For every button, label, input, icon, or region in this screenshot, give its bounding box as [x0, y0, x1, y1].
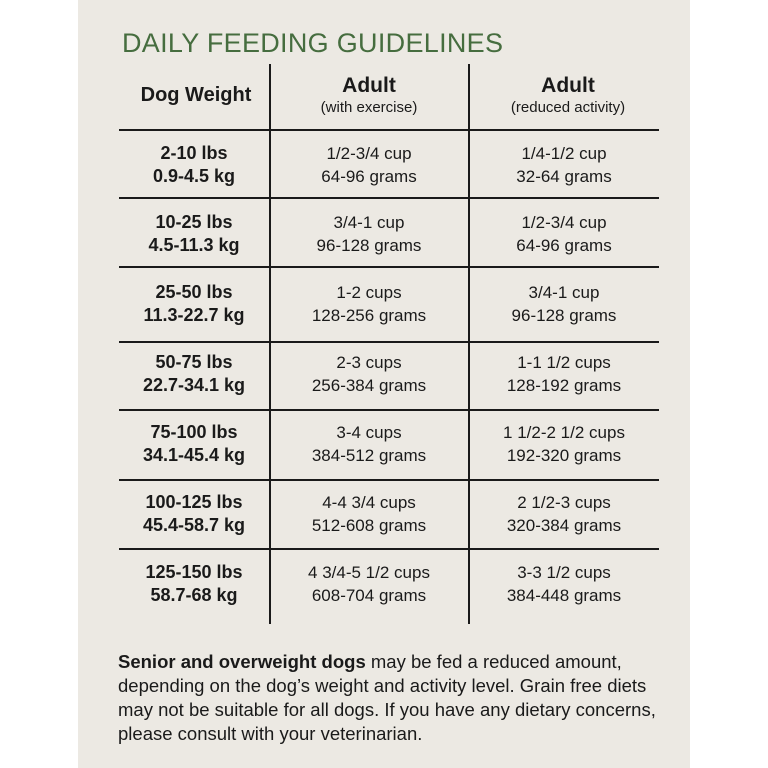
reduced-cell: 2 1/2-3 cups 320-384 grams: [506, 493, 622, 535]
note-text: may be fed a reduced amount, depending on the dog’s weight and activity level. Grain free diets may not be suitable for all dogs. If you have any dietary concerns, please consult with your veterinarian.: [118, 651, 656, 744]
header-label: Adult: [541, 74, 595, 97]
reduced-cell: 1 1/2-2 1/2 cups 192-320 grams: [503, 423, 625, 465]
table-row: [119, 269, 659, 339]
header-adult-reduced: [469, 74, 667, 117]
weight-cell: 125-150 lbs 58.7-68 kg: [145, 562, 243, 605]
table-row: [119, 199, 659, 269]
table-row: [119, 130, 659, 200]
weight-cell: 50-75 lbs 22.7-34.1 kg: [142, 352, 246, 395]
weight-cell: 25-50 lbs 11.3-22.7 kg: [143, 282, 245, 325]
weight-cell: 2-10 lbs 0.9-4.5 kg: [152, 143, 236, 186]
exercise-cell: 3-4 cups 384-512 grams: [311, 423, 427, 465]
exercise-cell: 2-3 cups 256-384 grams: [311, 353, 427, 395]
exercise-cell: 1/2-3/4 cup 64-96 grams: [321, 144, 417, 186]
exercise-cell: 3/4-1 cup 96-128 grams: [316, 213, 422, 255]
reduced-cell: 1-1 1/2 cups 128-192 grams: [506, 353, 622, 395]
table-row: [119, 339, 659, 409]
exercise-cell: 4-4 3/4 cups 512-608 grams: [311, 493, 427, 535]
table-row: [119, 549, 659, 619]
header-dog-weight: Dog Weight: [140, 84, 252, 106]
weight-cell: 75-100 lbs 34.1-45.4 kg: [142, 422, 246, 465]
reduced-cell: 3-3 1/2 cups 384-448 grams: [506, 563, 622, 605]
exercise-cell: 4 3/4-5 1/2 cups 608-704 grams: [308, 563, 430, 605]
header-label: Adult: [342, 74, 396, 97]
exercise-cell: 1-2 cups 128-256 grams: [311, 283, 427, 325]
table-row: [119, 479, 659, 549]
note-emphasis: Senior and overweight dogs: [118, 651, 366, 672]
table-row: [119, 409, 659, 479]
reduced-cell: 3/4-1 cup 96-128 grams: [511, 283, 617, 325]
weight-cell: 100-125 lbs 45.4-58.7 kg: [142, 492, 246, 535]
header-adult-exercise: [270, 74, 468, 117]
reduced-cell: 1/2-3/4 cup 64-96 grams: [516, 213, 612, 255]
header-sublabel: (with exercise): [320, 99, 418, 116]
header-sublabel: (reduced activity): [510, 99, 626, 116]
reduced-cell: 1/4-1/2 cup 32-64 grams: [516, 144, 612, 186]
weight-cell: 10-25 lbs 4.5-11.3 kg: [148, 212, 240, 255]
feeding-note: [118, 650, 678, 746]
page-title: DAILY FEEDING GUIDELINES: [122, 28, 504, 58]
